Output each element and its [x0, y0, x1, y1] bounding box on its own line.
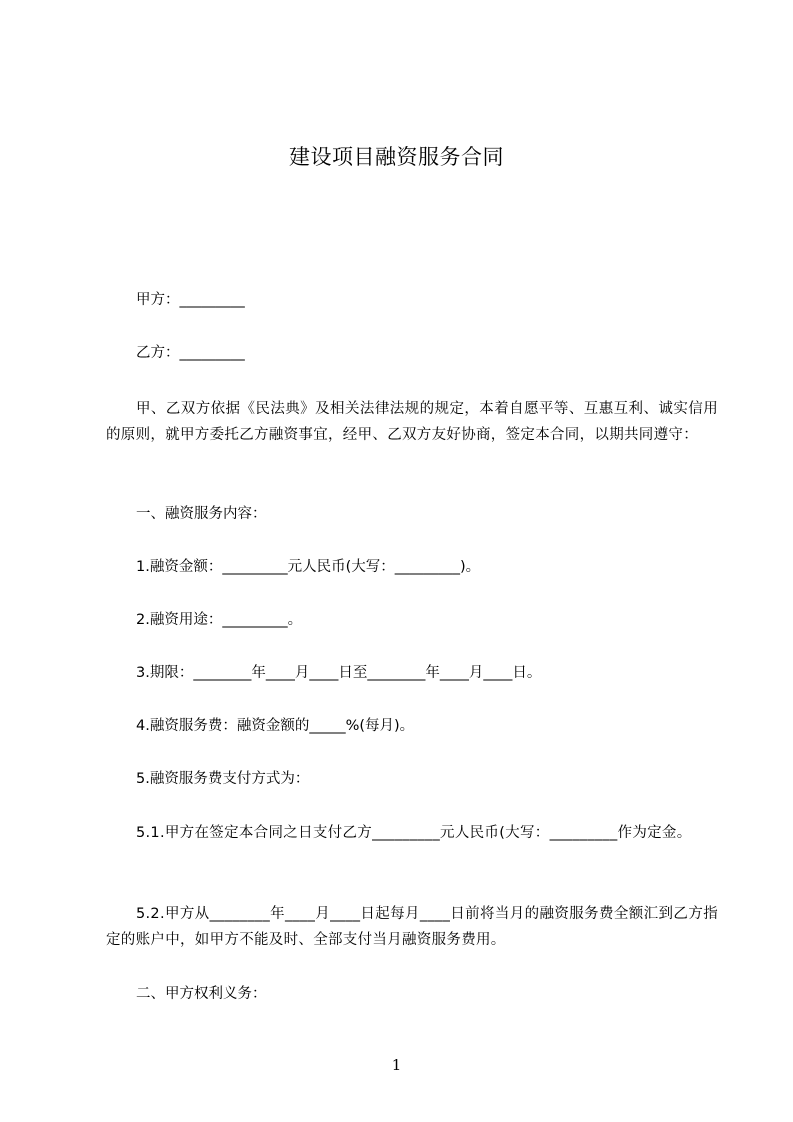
section-1-heading: 一、融资服务内容： [136, 506, 267, 522]
clause-1-amount: 1.融资金额：_________元人民币(大写：_________)。 [136, 559, 481, 575]
preamble-paragraph: 甲、乙双方依据《民法典》及相关法律法规的规定，本着自愿平等、互惠互利、诚实信用的原则，就甲方委托乙方融资事宜，经甲、乙双方友好协商，签定本合同，以期共同遵守： [106, 401, 718, 443]
clause-2-purpose: 2.融资用途：_________。 [136, 612, 303, 628]
document-title: 建设项目融资服务合同 [289, 145, 504, 169]
clause-5-payment: 5.融资服务费支付方式为： [136, 771, 310, 787]
page-number: 1 [391, 1056, 402, 1074]
party-a-line: 甲方：_________ [136, 292, 245, 308]
section-2-heading: 二、甲方权利义务： [136, 986, 267, 1002]
party-b-line: 乙方：_________ [136, 345, 245, 361]
clause-5-1-deposit: 5.1.甲方在签定本合同之日支付乙方_________元人民币(大写：_________作为定金。 [136, 825, 692, 841]
clause-5-2-monthly: 5.2.甲方从________年____月____日起每月____日前将当月的融资服务费全额汇到乙方指定的账户中，如甲方不能及时、全部支付当月融资服务费用。 [106, 906, 718, 948]
clause-4-fee: 4.融资服务费：融资金额的_____%(每月)。 [136, 718, 415, 734]
clause-3-term: 3.期限：________年____月____日至________年____月____日。 [136, 665, 542, 681]
